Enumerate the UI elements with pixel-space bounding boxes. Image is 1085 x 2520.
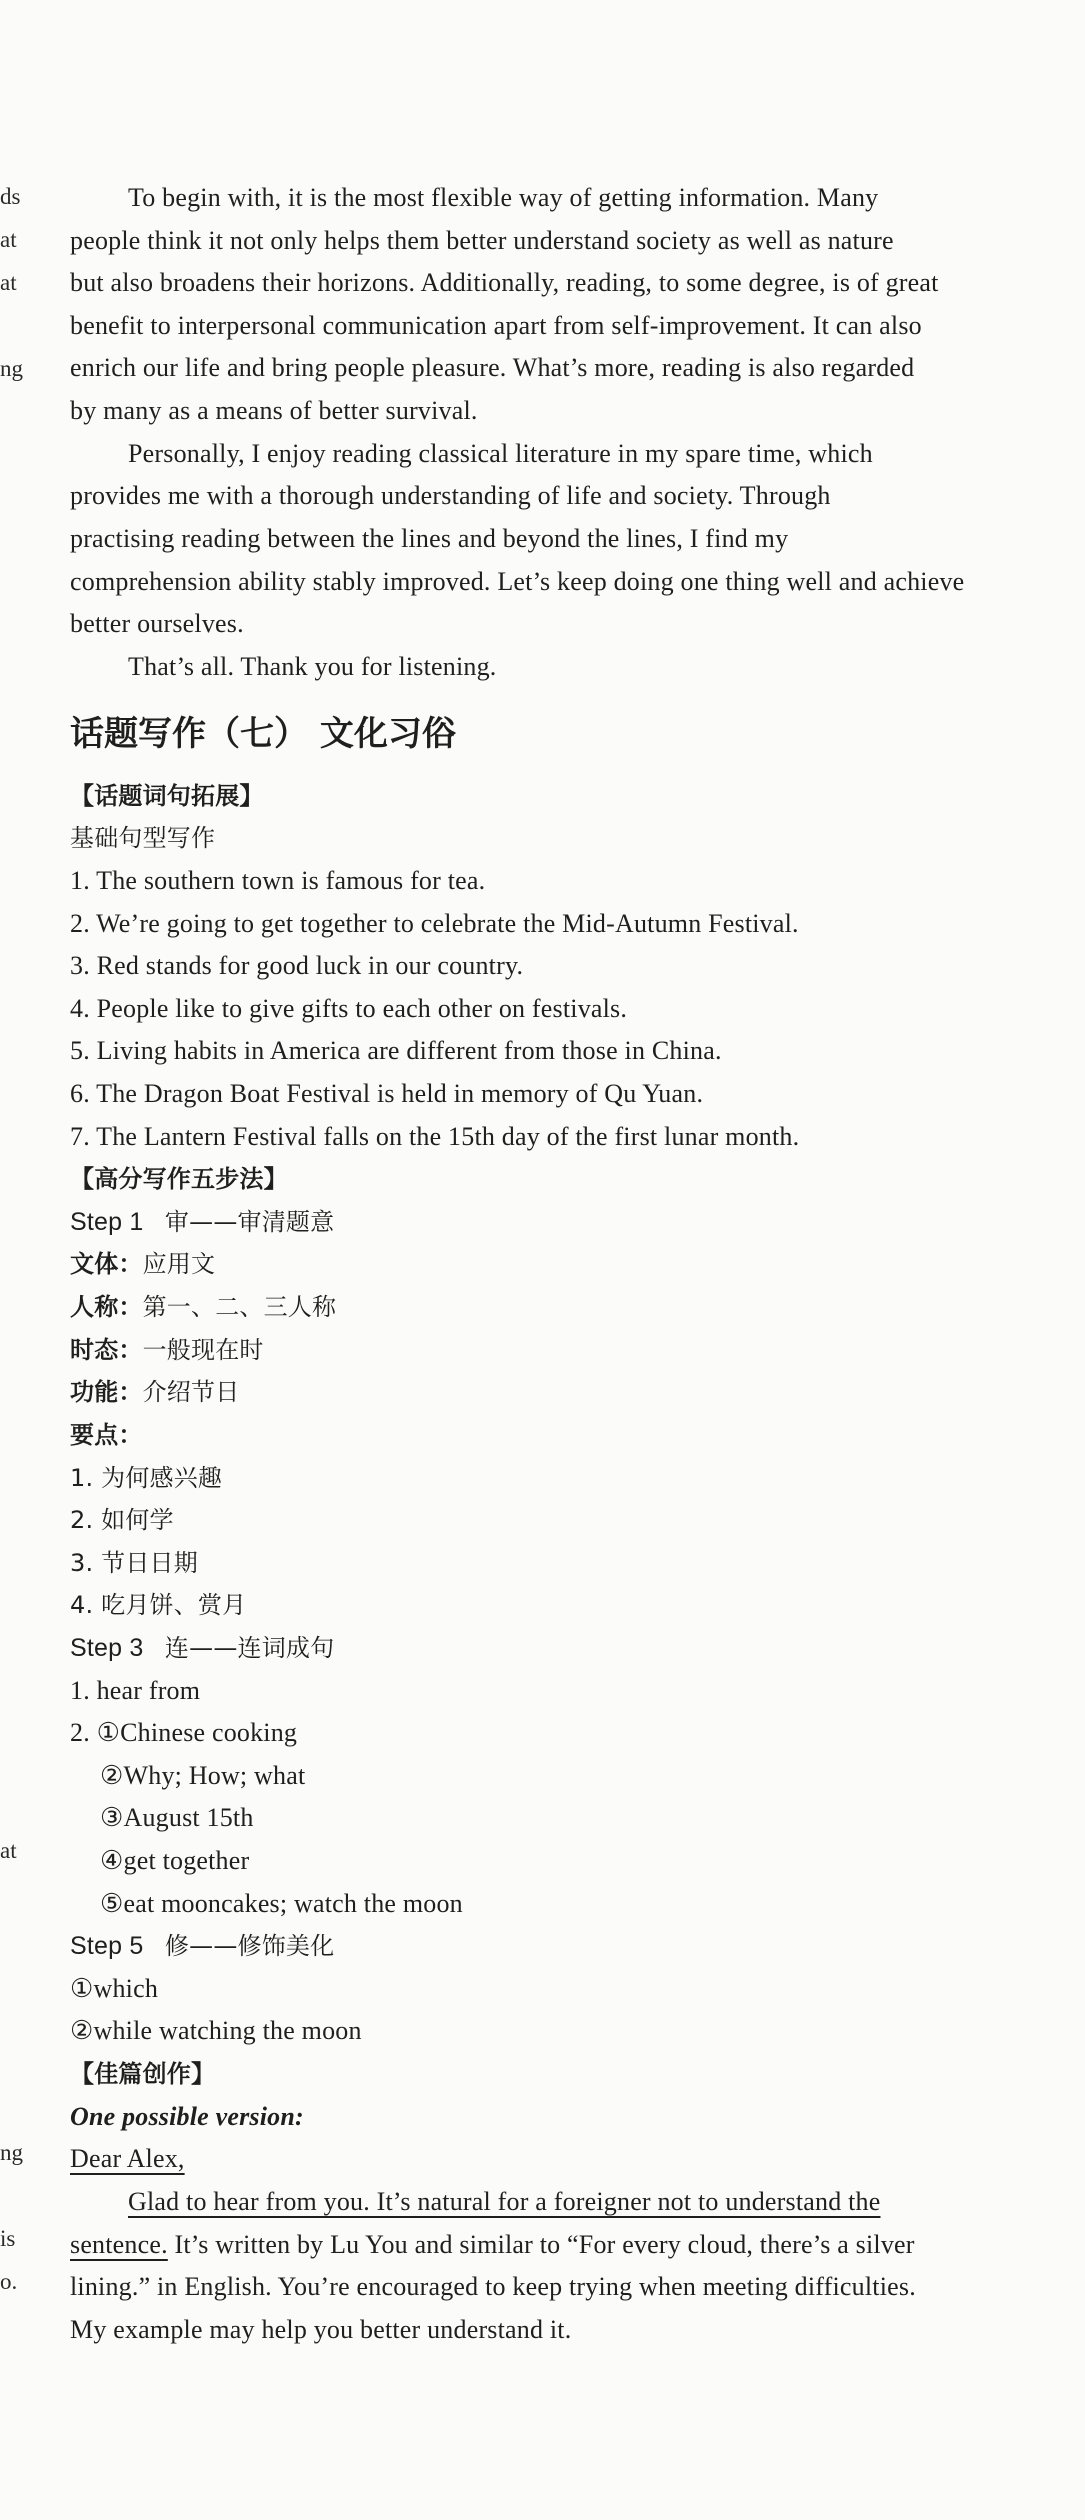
basic-sentence: 6. The Dragon Boat Festival is held in memory of Qu Yuan. [70,1079,704,1108]
letter-salutation: Dear Alex, [70,2144,185,2173]
steps-header: 【高分写作五步法】 [70,1165,288,1193]
step1-name: 审——审清题意 [164,1208,335,1236]
step1-item [70,1376,1085,1408]
essay-line: enrich our life and bring people pleasure. What’s more, reading is also regarded [70,353,915,382]
model-header: 【佳篇创作】 [70,2060,216,2088]
essay-line: Personally, I enjoy reading classical literature in my spare time, which [128,439,873,468]
item-value: 第一、二、三人称 [142,1293,337,1321]
item-label: 功能： [70,1378,143,1406]
item-value: 一般现在时 [142,1336,264,1364]
step1-point: 1. 为何感兴趣 [70,1464,223,1492]
step3-line: ④get together [100,1846,250,1875]
step1-title [70,1206,1085,1238]
step5-name: 修——修饰美化 [164,1932,335,1960]
step3-line: 2. ①Chinese cooking [70,1718,298,1747]
essay-line: provides me with a thorough understanding of life and society. Through [70,481,831,510]
margin-fragment: at [0,270,17,295]
step5-label: Step 5 [70,1932,144,1960]
step5-title [70,1930,1085,1962]
margin-fragment: ds [0,184,21,209]
basic-sentence: 2. We’re going to get together to celebrate the Mid-Autumn Festival. [70,909,799,938]
vocab-header: 【话题词句拓展】 [70,782,264,810]
step3-title [70,1632,1085,1664]
step5-line: ①which [70,1974,159,2003]
basic-sentence: 3. Red stands for good luck in our country. [70,951,524,980]
model-label: One possible version: [70,2102,304,2131]
step1-point: 2. 如何学 [70,1506,174,1534]
essay-line: practising reading between the lines and beyond the lines, I find my [70,524,789,553]
essay-line: To begin with, it is the most flexible way of getting information. Many [128,183,879,212]
section-title: 话题写作（七） 文化习俗 [70,714,456,754]
essay-line: but also broadens their horizons. Additionally, reading, to some degree, is of great [70,268,939,297]
basic-sentence: 4. People like to give gifts to each other on festivals. [70,994,628,1023]
basic-sentence: 1. The southern town is famous for tea. [70,866,486,895]
item-value: 应用文 [142,1250,216,1278]
step3-name: 连——连词成句 [164,1634,335,1662]
step1-item [70,1291,1085,1323]
step3-line: ②Why; How; what [100,1761,306,1790]
essay-closing: That’s all. Thank you for listening. [128,652,497,681]
step1-point: 4. 吃月饼、赏月 [70,1591,247,1619]
item-label: 时态： [70,1336,143,1364]
item-label: 人称： [70,1293,143,1321]
basic-sentence: 5. Living habits in America are different from those in China. [70,1036,722,1065]
step1-item [70,1334,1085,1366]
step3-line: ⑤eat mooncakes; watch the moon [100,1889,463,1918]
margin-fragment: is [0,2226,16,2251]
basic-sentence: 7. The Lantern Festival falls on the 15th day of the first lunar month. [70,1122,800,1151]
essay-line: by many as a means of better survival. [70,396,478,425]
basic-header: 基础句型写作 [70,824,216,852]
item-label: 要点： [70,1421,143,1449]
letter-underlined: Glad to hear from you. It’s natural for a foreigner not to understand the [128,2187,881,2216]
step1-point: 3. 节日日期 [70,1549,198,1577]
letter-line [70,2229,1085,2261]
letter-line [70,2186,1085,2218]
letter-line: lining.” in English. You’re encouraged to keep trying when meeting difficulties. [70,2272,916,2301]
margin-fragment: ng [0,2140,23,2165]
step3-line: 1. hear from [70,1676,201,1705]
letter-underlined: sentence. [70,2230,168,2259]
essay-line: benefit to interpersonal communication apart from self-improvement. It can also [70,311,922,340]
step1-item [70,1419,1085,1451]
item-value: 介绍节日 [142,1378,240,1406]
essay-line: comprehension ability stably improved. Let’s keep doing one thing well and achieve [70,567,965,596]
margin-fragment: at [0,1838,17,1863]
letter-line: My example may help you better understand it. [70,2315,572,2344]
step5-line: ②while watching the moon [70,2016,362,2045]
step3-line: ③August 15th [100,1803,254,1832]
margin-fragment: at [0,227,17,252]
step3-label: Step 3 [70,1634,144,1662]
step1-item [70,1248,1085,1280]
essay-line: people think it not only helps them better understand society as well as nature [70,226,894,255]
margin-fragment: ng [0,356,23,381]
margin-fragment: o. [0,2269,18,2294]
step1-label: Step 1 [70,1208,144,1236]
item-label: 文体： [70,1250,143,1278]
letter-text: It’s written by Lu You and similar to “For every cloud, there’s a silver [167,2230,915,2259]
essay-line: better ourselves. [70,609,244,638]
